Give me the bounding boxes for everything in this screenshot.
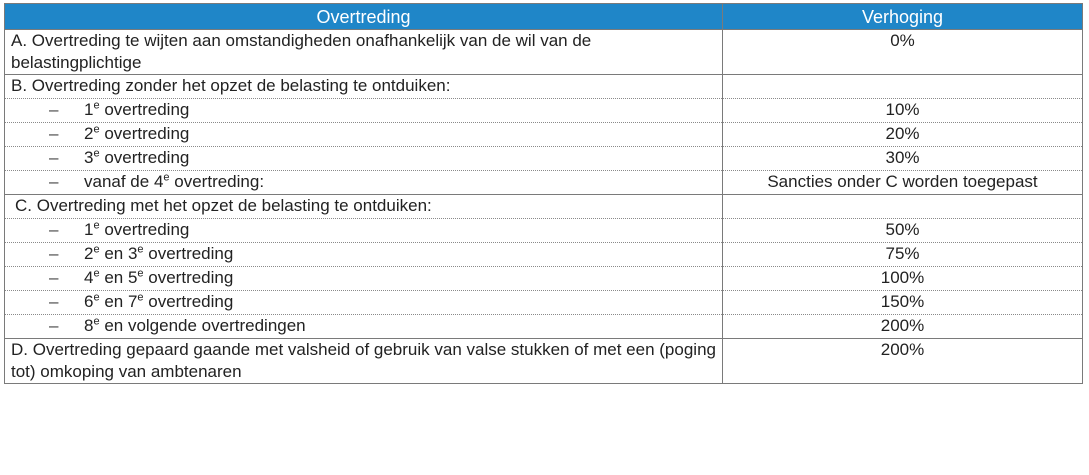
table-row-c — [5, 195, 1083, 219]
dash-bullet: – — [49, 124, 59, 143]
table-header-row — [5, 4, 1083, 30]
row-d-rate: 200% — [723, 339, 1083, 384]
table-row-b — [5, 75, 1083, 99]
dash-bullet: – — [49, 268, 59, 287]
row-c3-label: – 4e en 5e overtreding — [5, 267, 723, 291]
dash-bullet: – — [49, 172, 59, 191]
dash-bullet: – — [49, 244, 59, 263]
dash-bullet: – — [49, 148, 59, 167]
row-d-label: D. Overtreding gepaard gaande met valsheid of gebruik van valse stukken of met een (poging tot) omkoping van ambtenaren — [5, 339, 723, 384]
dash-bullet: – — [49, 292, 59, 311]
table-row — [5, 315, 1083, 339]
row-b1-rate: 10% — [723, 99, 1083, 123]
table-row — [5, 267, 1083, 291]
row-c2-label: – 2e en 3e overtreding — [5, 243, 723, 267]
row-c-label: C. Overtreding met het opzet de belasting te ontduiken: — [5, 195, 723, 219]
row-c5-rate: 200% — [723, 315, 1083, 339]
row-b1-label: – 1e overtreding — [5, 99, 723, 123]
table-row-d — [5, 339, 1083, 384]
table-row — [5, 123, 1083, 147]
row-c2-rate: 75% — [723, 243, 1083, 267]
row-c1-label: – 1e overtreding — [5, 219, 723, 243]
table-row — [5, 291, 1083, 315]
table-row-a — [5, 30, 1083, 75]
table-row — [5, 243, 1083, 267]
row-b-label: B. Overtreding zonder het opzet de belasting te ontduiken: — [5, 75, 723, 99]
row-b3-rate: 30% — [723, 147, 1083, 171]
header-overtreding: Overtreding — [5, 4, 723, 30]
row-c-rate-empty — [723, 195, 1083, 219]
row-c1-rate: 50% — [723, 219, 1083, 243]
dash-bullet: – — [49, 100, 59, 119]
table-row — [5, 171, 1083, 195]
dash-bullet: – — [49, 316, 59, 335]
row-c4-label: – 6e en 7e overtreding — [5, 291, 723, 315]
row-b-rate-empty — [723, 75, 1083, 99]
row-a-rate: 0% — [723, 30, 1083, 75]
header-verhoging: Verhoging — [723, 4, 1083, 30]
table-row — [5, 219, 1083, 243]
row-b4-label: – vanaf de 4e overtreding: — [5, 171, 723, 195]
dash-bullet: – — [49, 220, 59, 239]
penalty-table — [4, 3, 1083, 384]
row-c4-rate: 150% — [723, 291, 1083, 315]
row-b2-rate: 20% — [723, 123, 1083, 147]
table-row — [5, 99, 1083, 123]
table-row — [5, 147, 1083, 171]
row-c3-rate: 100% — [723, 267, 1083, 291]
row-b2-label: – 2e overtreding — [5, 123, 723, 147]
row-a-label: A. Overtreding te wijten aan omstandigheden onafhankelijk van de wil van de belastingplichtige — [5, 30, 723, 75]
row-b4-rate: Sancties onder C worden toegepast — [723, 171, 1083, 195]
row-b3-label: – 3e overtreding — [5, 147, 723, 171]
row-c5-label: – 8e en volgende overtredingen — [5, 315, 723, 339]
